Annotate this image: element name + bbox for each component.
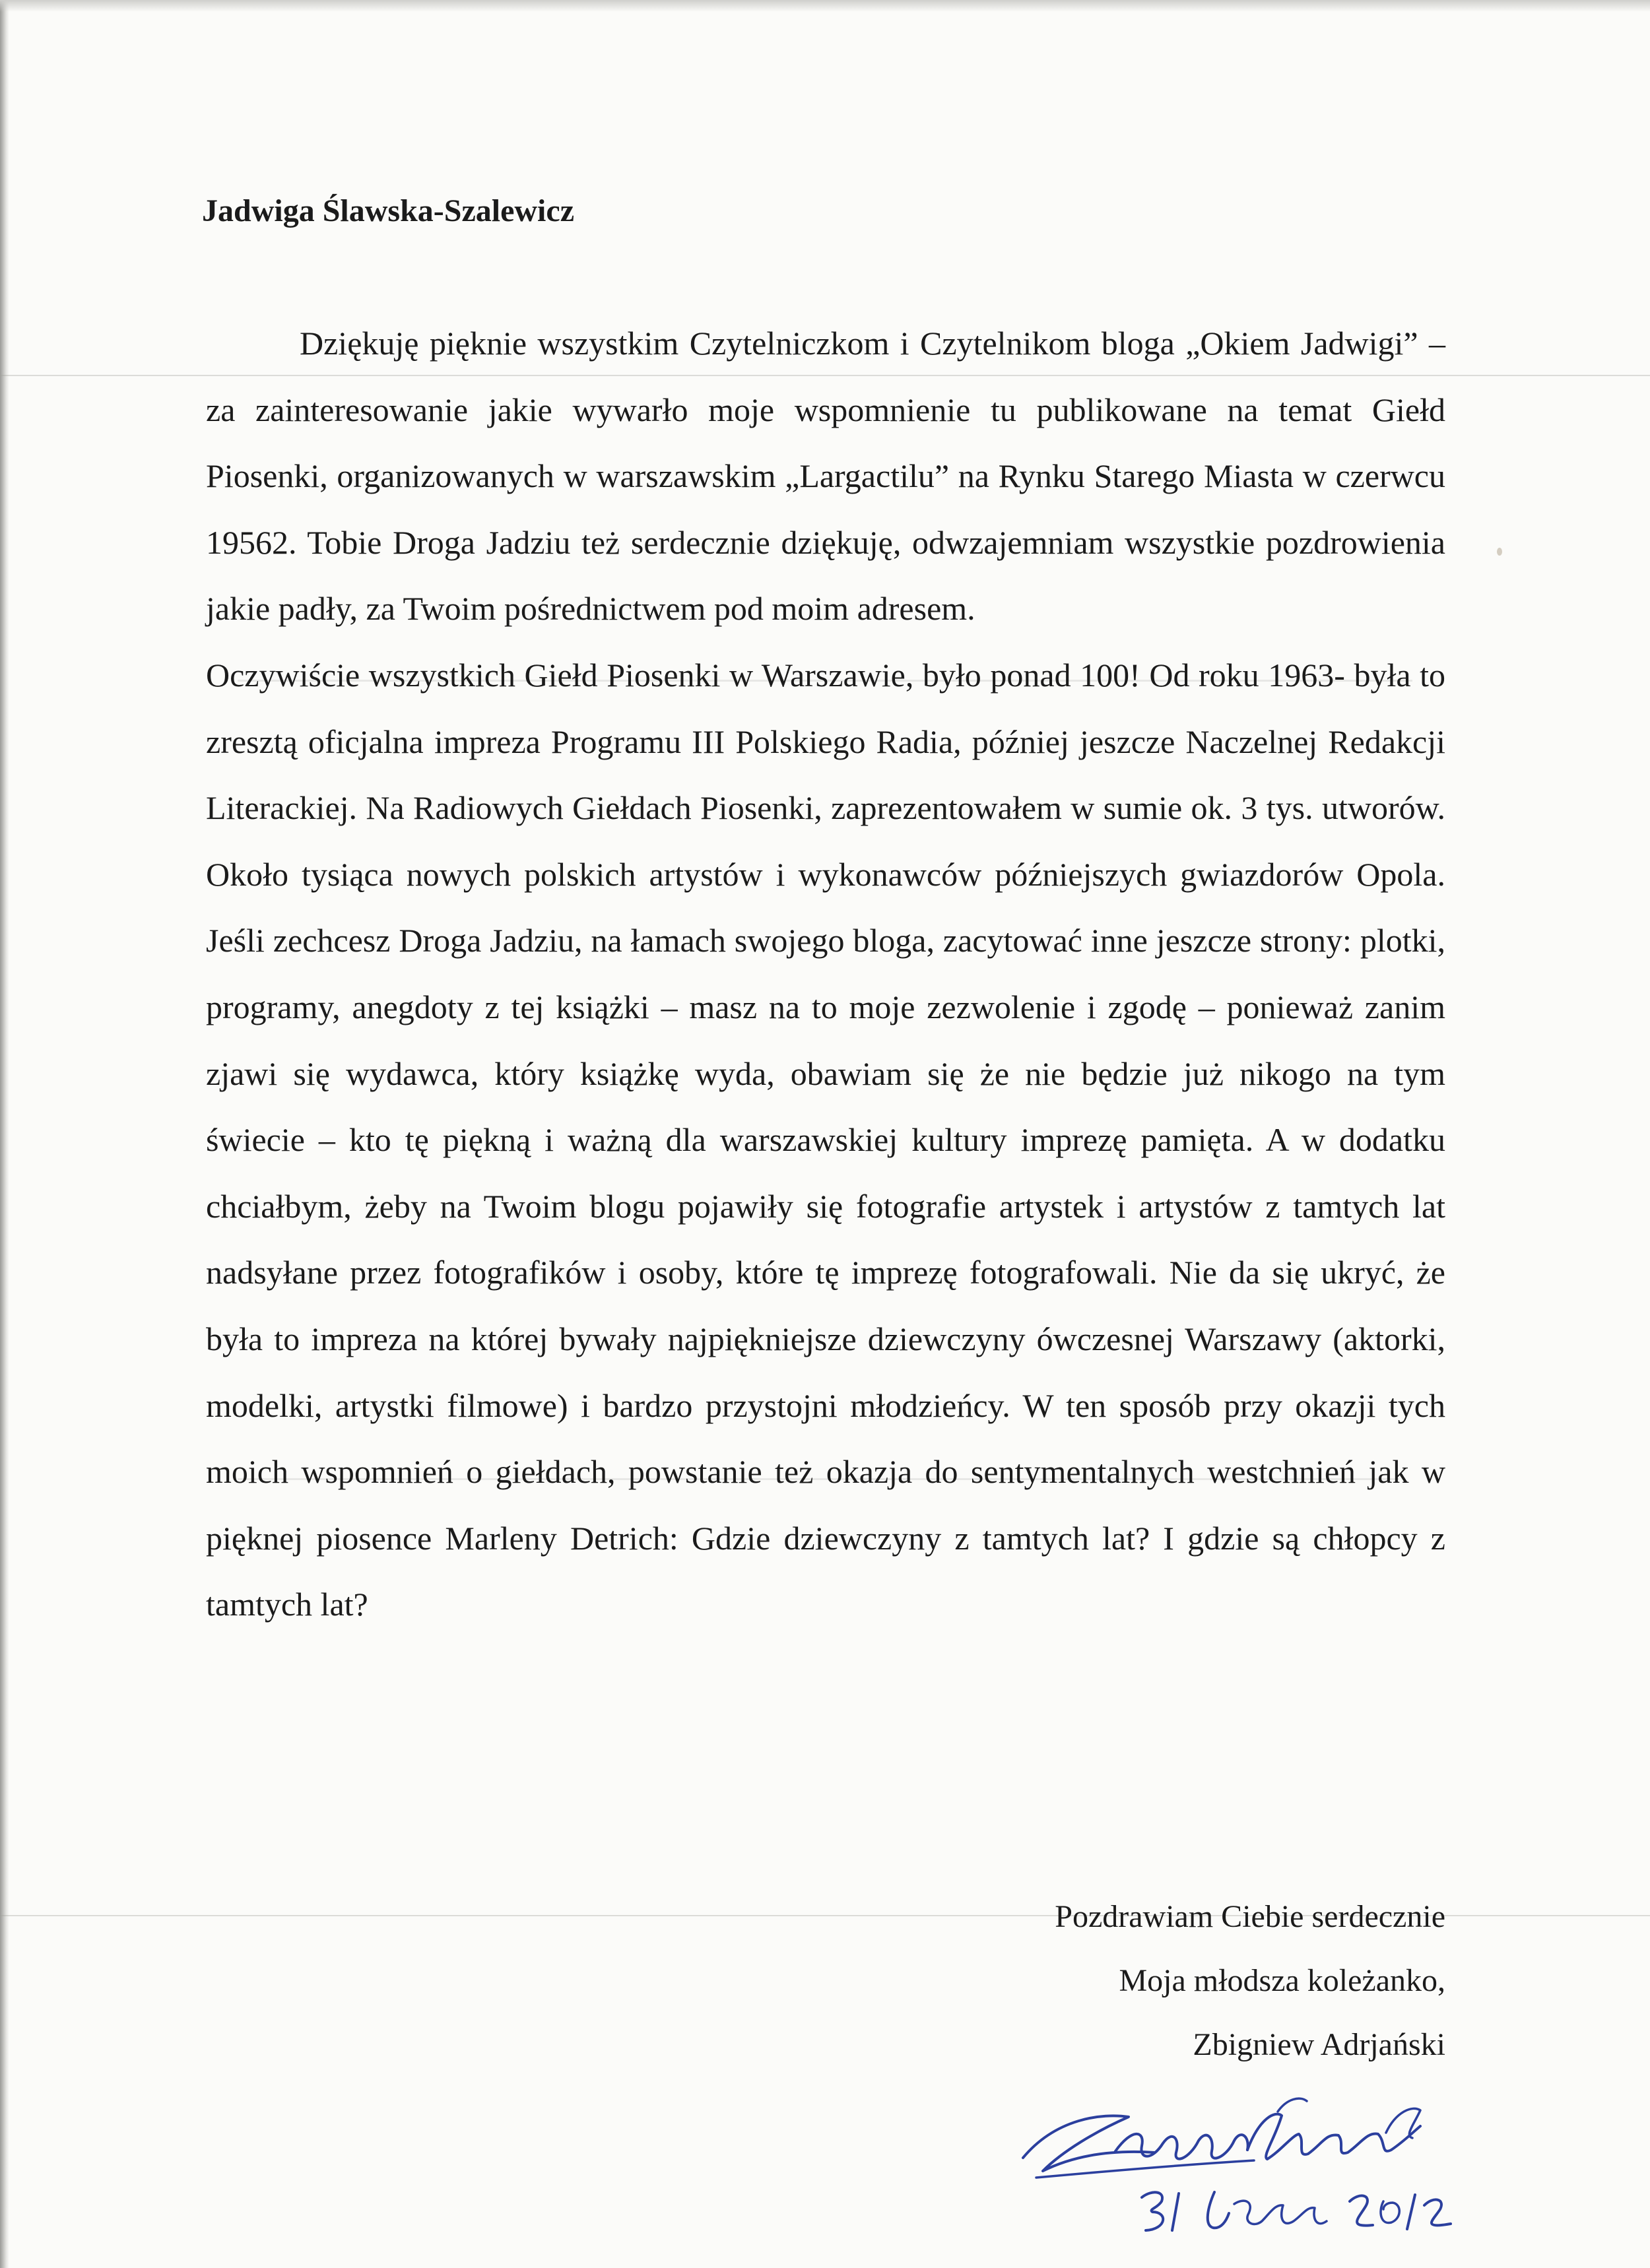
recipient-name: Jadwiga Ślawska-Szalewicz xyxy=(202,193,574,228)
body-paragraph: Oczywiście wszystkich Giełd Piosenki w Warszawie, było ponad 100! Od roku 1963- była to zresztą oficjalna impreza Programu III Polskiego Radia, później jeszcze Naczelnej Redakcji Literackiej. Na Radiowych Giełdach Piosenki, zaprezentowałem w sumie ok. 3 tys. utworów. Około tysiąca nowych polskich artystów i wykonawców późniejszych gwiazdorów Opola. Jeśli zechcesz Droga Jadziu, na łamach swojego bloga, zacytować inne jeszcze strony: plotki, programy, anegdoty z tej książki – masz na to moje zezwolenie i zgodę – ponieważ zanim zjawi się wydawca, który książkę wyda, obawiam się że nie będzie już nikogo na tym świecie – kto tę piękną i ważną dla warszawskiej kultury imprezę pamięta. A w dodatku chciałbym, żeby na Twoim blogu pojawiły się fotografie artystek i artystów z tamtych lat nadsyłane przez fotografików i osoby, które tę imprezę fotografowali. Nie da się ukryć, że była to impreza na której bywały najpiękniejsze dziewczyny ówczesnej Warszawy (aktorki, modelki, artystki filmowe) i bardzo przystojni młodzieńcy. W ten sposób przy okazji tych moich wspomnień o giełdach, powstanie też okazja do sentymentalnych westchnień jak w pięknej piosence Marleny Detrich: Gdzie dziewczyny z tamtych lat? I gdzie są chłopcy z tamtych lat? xyxy=(206,656,1445,1623)
scan-top-shadow xyxy=(0,0,1650,12)
closing-greeting: Pozdrawiam Ciebie serdecznie xyxy=(1055,1899,1445,1934)
handwritten-signature xyxy=(1016,2072,1478,2250)
scan-edge-shadow xyxy=(0,0,9,2268)
closing-salutation: Moja młodsza koleżanko, xyxy=(1119,1963,1445,1998)
paper-speck xyxy=(1497,548,1502,556)
letter-body xyxy=(206,310,1445,1638)
signature-strokes xyxy=(1023,2098,1451,2230)
letter-closing xyxy=(1055,1885,1445,2077)
closing-sender-name: Zbigniew Adrjański xyxy=(1193,2027,1445,2062)
body-paragraph: Dziękuję pięknie wszystkim Czytelniczkom i Czytelnikom bloga „Okiem Jadwigi” – za zainteresowanie jakie wywarło moje wspomnienie tu publikowane na temat Giełd Piosenki, organizowanych w warszawskim „Largactilu” na Rynku Starego Miasta w czerwcu 19562. Tobie Droga Jadziu też serdecznie dziękuję, odwzajemniam wszystkie pozdrowienia jakie padły, za Twoim pośrednictwem pod moim adresem. xyxy=(206,325,1445,628)
